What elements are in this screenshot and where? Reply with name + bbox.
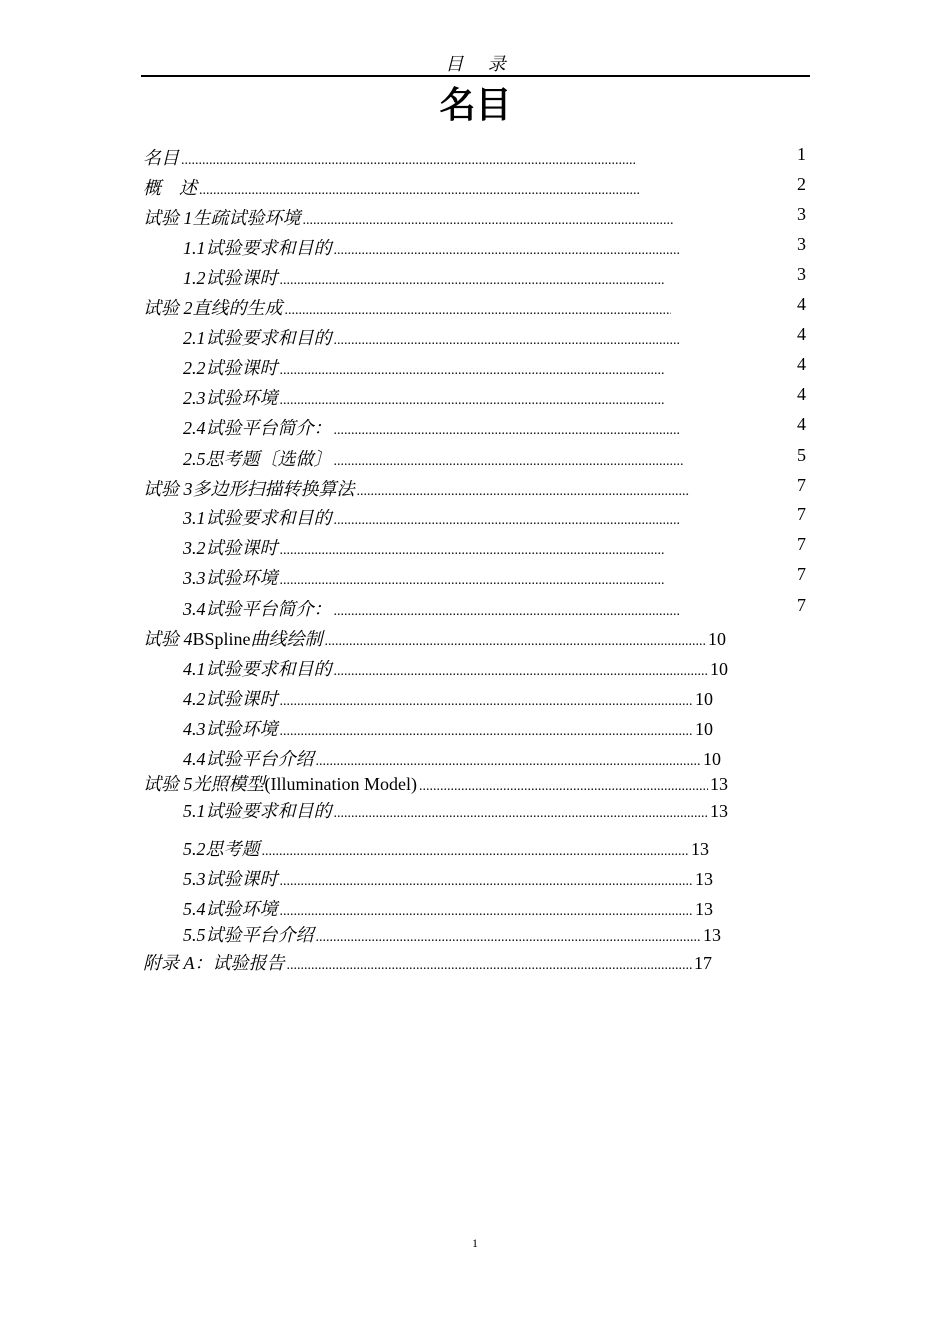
page-title: 名目 (439, 85, 512, 126)
toc-entry[interactable] (183, 356, 667, 380)
dot-leader (303, 209, 675, 233)
toc-entry-page: 13 (710, 774, 728, 794)
toc-entry-number: 1.1 (183, 238, 206, 258)
toc-entry[interactable] (183, 597, 683, 621)
running-header: 目 录 (445, 54, 516, 74)
toc-entry-page: 7 (797, 595, 806, 615)
toc-entry-label: 光照模型 (192, 774, 265, 794)
page-number: 1 (472, 1236, 478, 1250)
toc-entry[interactable] (183, 837, 709, 861)
toc-entry[interactable] (183, 717, 713, 741)
toc-entry-number: 试验 3 (143, 479, 193, 499)
toc-entry-label: 试验要求和目的 (205, 238, 332, 258)
toc-entry-number: 4.4 (183, 749, 206, 769)
toc-entry-label: 试验环境 (205, 719, 278, 739)
toc-entry-label: 概 述 (143, 178, 197, 198)
toc-entry-label: 思考题〔选做〕 (205, 449, 332, 469)
toc-entry-page: 7 (797, 504, 806, 524)
toc-entry-number: 3.2 (183, 538, 206, 558)
toc-entry-label: 名目 (143, 148, 179, 168)
toc-entry-label: 曲线绘制 (250, 629, 323, 649)
toc-entry-label: 试验平台简介： (205, 418, 332, 438)
toc-entry-label: 试验平台简介： (205, 599, 332, 619)
toc-entry-number: 2.4 (183, 418, 206, 438)
toc-entry-number: 5.3 (183, 869, 206, 889)
dot-leader (334, 660, 709, 684)
dot-leader (280, 720, 694, 744)
toc-entry-page: 13 (695, 899, 713, 919)
toc-entry-page: 4 (797, 324, 806, 344)
toc-entry-number: 试验 2 (143, 298, 193, 318)
toc-entry[interactable] (183, 266, 667, 290)
toc-entry-page: 4 (797, 414, 806, 434)
toc-entry-label: 试验课时 (205, 689, 278, 709)
toc-entry-page: 13 (695, 869, 713, 889)
toc-entry-number: 3.1 (183, 508, 206, 528)
toc-entry[interactable] (183, 536, 667, 560)
toc-entry-label: 试验课时 (205, 538, 278, 558)
toc-entry-number: 试验 4 (143, 629, 193, 649)
toc-entry-page: 4 (797, 354, 806, 374)
toc-entry[interactable] (183, 566, 667, 590)
dot-leader (334, 600, 682, 624)
toc-entry[interactable] (183, 923, 721, 947)
toc-entry[interactable] (183, 326, 683, 350)
toc-entry-label: 试验环境 (205, 568, 278, 588)
toc-entry-number: 4.1 (183, 659, 206, 679)
toc-entry[interactable] (183, 687, 713, 711)
dot-leader (419, 775, 708, 799)
toc-entry-number: 3.3 (183, 568, 206, 588)
toc-entry-page: 7 (797, 564, 806, 584)
toc-entry-page: 13 (710, 801, 728, 821)
toc-entry-label: 试验平台介绍 (205, 749, 314, 769)
dot-leader (280, 539, 666, 563)
toc-entry-number: 2.5 (183, 449, 206, 469)
toc-entry-page: 13 (703, 925, 721, 945)
toc-entry-label: 直线的生成 (192, 298, 283, 318)
toc-entry-page: 7 (797, 475, 806, 495)
toc-entry-label: 试验要求和目的 (205, 659, 332, 679)
toc-entry-page: 2 (797, 174, 806, 194)
toc-entry[interactable] (143, 772, 728, 796)
toc-entry-page: 10 (695, 689, 713, 709)
dot-leader (280, 359, 666, 383)
toc-entry[interactable] (143, 951, 712, 975)
dot-leader (181, 149, 635, 173)
toc-entry-label: 试验要求和目的 (205, 801, 332, 821)
toc-entry[interactable] (183, 867, 713, 891)
dot-leader (280, 870, 694, 894)
toc-entry-label: 试验课时 (205, 358, 278, 378)
toc-entry[interactable] (143, 627, 726, 651)
toc-entry-page: 7 (797, 534, 806, 554)
toc-entry-label: 试验课时 (205, 268, 278, 288)
toc-entry-page: 3 (797, 264, 806, 284)
toc-entry-page: 10 (703, 749, 721, 769)
toc-entry[interactable] (183, 506, 683, 530)
dot-leader (334, 450, 684, 474)
toc-entry[interactable] (183, 657, 728, 681)
toc-entry[interactable] (143, 477, 692, 501)
toc-entry-page: 10 (695, 719, 713, 739)
toc-entry[interactable] (183, 386, 667, 410)
toc-entry[interactable] (143, 206, 676, 230)
toc-entry-number: 5.5 (183, 925, 206, 945)
dot-leader (334, 419, 682, 443)
toc-entry-label: 试验环境 (205, 388, 278, 408)
toc-entry-page: 5 (797, 445, 806, 465)
dot-leader (325, 630, 706, 654)
toc-entry-number: 试验 5 (143, 774, 193, 794)
toc-entry-page: 4 (797, 294, 806, 314)
toc-entry-page: 13 (691, 839, 709, 859)
toc-entry[interactable] (183, 416, 683, 440)
toc-entry[interactable] (183, 747, 721, 771)
toc-entry-label: 试验平台介绍 (205, 925, 314, 945)
dot-leader (316, 750, 702, 774)
toc-entry[interactable] (183, 897, 713, 921)
toc-entry-label: 试验要求和目的 (205, 328, 332, 348)
dot-leader (287, 954, 693, 978)
toc-entry[interactable] (183, 447, 685, 471)
dot-leader (334, 802, 709, 826)
toc-entry-number: 试验 1 (143, 208, 193, 228)
toc-entry-label: 试验课时 (205, 869, 278, 889)
toc-entry-number: 2.2 (183, 358, 206, 378)
toc-entry-page: 3 (797, 204, 806, 224)
dot-leader (280, 269, 666, 293)
toc-entry-label: 多边形扫描转换算法 (192, 479, 355, 499)
dot-leader (280, 569, 666, 593)
dot-leader (316, 926, 702, 950)
toc-entry-number: 1.2 (183, 268, 206, 288)
toc-entry-english: BSpline (192, 629, 251, 649)
toc-entry-label: 生疏试验环境 (192, 208, 301, 228)
toc-entry-label: 试验环境 (205, 899, 278, 919)
toc-entry-number: 5.4 (183, 899, 206, 919)
dot-leader (334, 509, 682, 533)
toc-entry-number: 2.3 (183, 388, 206, 408)
toc-entry-page: 4 (797, 384, 806, 404)
dot-leader (357, 480, 691, 504)
toc-entry-number: 2.1 (183, 328, 206, 348)
toc-entry-label: 思考题 (205, 839, 260, 859)
toc-entry[interactable] (183, 236, 683, 260)
toc-entry[interactable] (143, 296, 673, 320)
toc-entry[interactable] (183, 799, 728, 823)
dot-leader (285, 299, 672, 323)
dot-leader (280, 900, 694, 924)
toc-entry-label: 试验报告 (212, 953, 285, 973)
dot-leader (280, 389, 666, 413)
dot-leader (262, 840, 690, 864)
toc-entry-english: (Illumination Model) (264, 774, 417, 794)
toc-entry[interactable] (143, 176, 643, 200)
dot-leader (334, 329, 682, 353)
toc-entry-number: 4.3 (183, 719, 206, 739)
toc-entry-number: 附录 A： (143, 953, 213, 973)
toc-entry-page: 3 (797, 234, 806, 254)
toc-entry-label: 试验要求和目的 (205, 508, 332, 528)
toc-entry-number: 3.4 (183, 599, 206, 619)
dot-leader (280, 690, 694, 714)
toc-entry[interactable] (143, 146, 637, 170)
toc-entry-number: 5.2 (183, 839, 206, 859)
dot-leader (199, 179, 641, 203)
dot-leader (334, 239, 682, 263)
toc-entry-number: 4.2 (183, 689, 206, 709)
toc-entry-page: 17 (694, 953, 712, 973)
toc-entry-page: 1 (797, 144, 806, 164)
toc-entry-number: 5.1 (183, 801, 206, 821)
toc-entry-page: 10 (710, 659, 728, 679)
toc-entry-page: 10 (708, 629, 726, 649)
